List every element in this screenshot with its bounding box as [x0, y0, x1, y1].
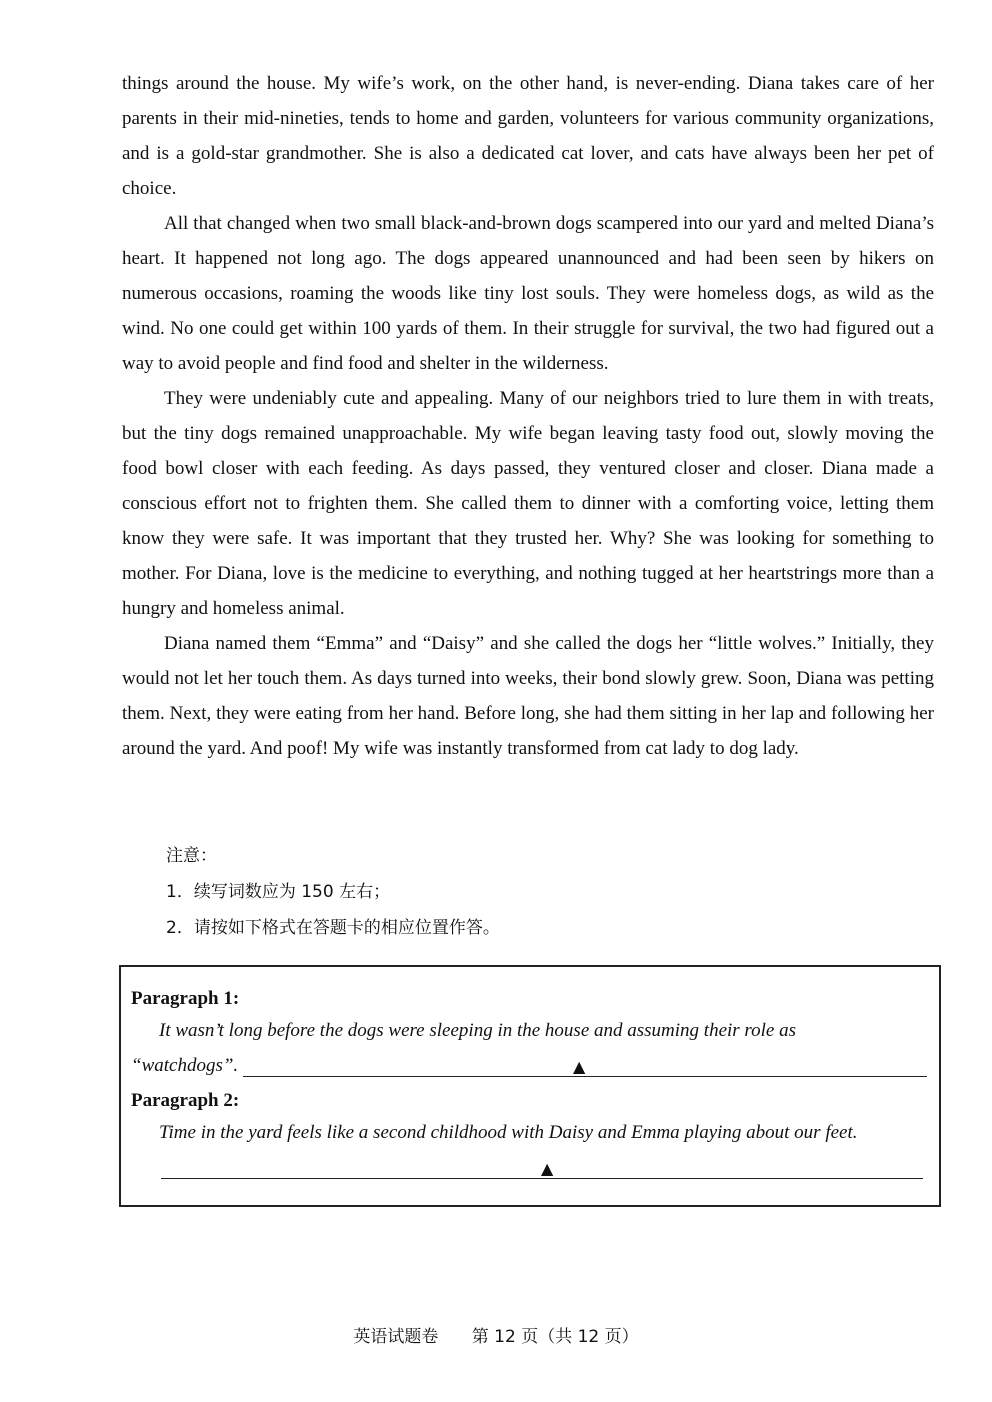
passage-paragraph-2: All that changed when two small black-and-brown dogs scampered into our yard and melted Diana’s heart. It happened not long ago. The dogs appeared unannounced and had been seen by hikers on numerous occasions, roaming the woods like tiny lost souls. They were homeless dogs, as wild as the wind. No one could get within 100 yards of them. In their struggle for survival, the two had figured out a way to avoid people and find food and shelter in the wilderness. — [122, 213, 934, 374]
paragraph-1-opening: It wasn’t long before the dogs were sleeping in the house and assuming their role as — [159, 1020, 796, 1041]
paragraph-1-answer-line — [131, 1049, 931, 1083]
paragraph-1-label: Paragraph 1: — [131, 988, 240, 1009]
instructions-heading: 注意： — [166, 846, 217, 866]
footer-subject: 英语试题卷 — [353, 1327, 439, 1347]
passage-paragraph-4: Diana named them “Emma” and “Daisy” and she called the dogs her “little wolves.” Initially, they would not let her touch them. As days turned into weeks, their bond slowly grew. Soon, Diana was petting them. Next, they were eating from her hand. Before long, she had them sitting in her lap and following her around the yard. And poof! My wife was instantly transformed from cat lady to dog lady. — [122, 633, 934, 759]
triangle-marker-2: ▲ — [541, 1159, 554, 1178]
paragraph-2-answer-line — [131, 1151, 931, 1185]
instruction-item-2: 2．请按如下格式在答题卡的相应位置作答。 — [166, 918, 500, 938]
writing-blank-2 — [161, 1178, 923, 1179]
answer-format-box — [119, 965, 941, 1207]
instruction-item-1: 1．续写词数应为 150 左右； — [166, 882, 391, 902]
triangle-marker-1: ▲ — [573, 1057, 586, 1076]
passage-paragraph-3: They were undeniably cute and appealing. Many of our neighbors tried to lure them in with treats, but the tiny dogs remained unapproachable. My wife began leaving tasty food out, slowly moving the food bowl closer with each feeding. As days passed, they ventured closer and closer. Diana made a conscious effort not to frighten them. She called them to dinner with a comforting voice, letting them know they were safe. It was important that they trusted her. Why? She was looking for something to mother. For Diana, love is the medicine to everything, and nothing tugged at her heartstrings more than a hungry and homeless animal. — [122, 388, 934, 619]
paragraph-2-label: Paragraph 2: — [131, 1090, 240, 1111]
paragraph-2-opening: Time in the yard feels like a second childhood with Daisy and Emma playing about our feet. — [159, 1122, 858, 1143]
footer-page-number: 第 12 页（共 12 页） — [471, 1327, 639, 1347]
instructions — [166, 838, 866, 946]
paragraph-1-continuation: “watchdogs”. — [131, 1055, 239, 1076]
page-footer — [0, 1322, 992, 1347]
writing-blank-1 — [243, 1076, 927, 1077]
passage — [122, 66, 934, 766]
passage-paragraph-1: things around the house. My wife’s work, on the other hand, is never-ending. Diana takes care of her parents in their mid-nineties, tends to home and garden, volunteers for various community organizations, and is a gold-star grandmother. She is also a dedicated cat lover, and cats have always been her pet of choice. — [122, 73, 934, 199]
